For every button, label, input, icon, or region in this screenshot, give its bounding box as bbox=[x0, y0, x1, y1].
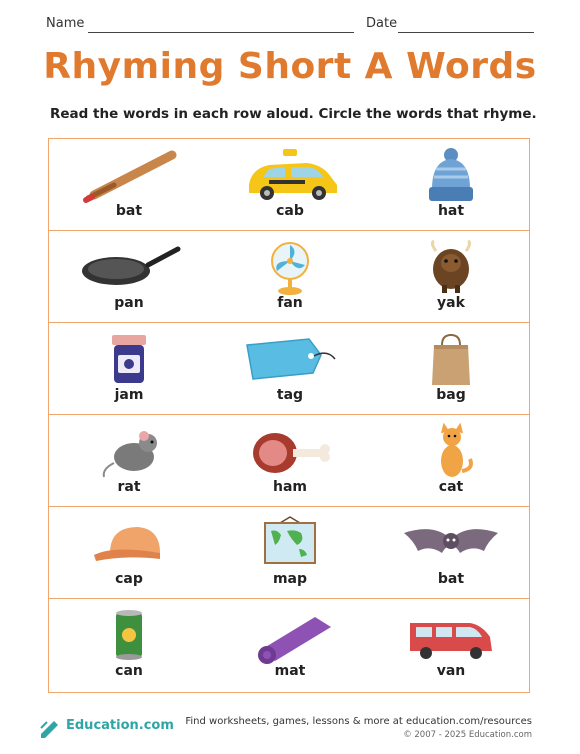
word-cell[interactable] bbox=[49, 599, 209, 691]
jam-jar-icon bbox=[74, 331, 184, 389]
education-logo[interactable] bbox=[38, 716, 174, 742]
instructions: Read the words in each row aloud. Circle the words that rhyme. bbox=[50, 106, 537, 122]
word-cell[interactable] bbox=[49, 139, 209, 231]
word-row bbox=[49, 139, 529, 231]
word-cell[interactable] bbox=[371, 323, 531, 415]
word-label: bat bbox=[437, 571, 465, 587]
word-row bbox=[49, 323, 529, 415]
date-label: Date bbox=[366, 16, 398, 31]
flying-bat-icon bbox=[396, 515, 506, 573]
taxi-cab-icon bbox=[235, 147, 345, 205]
word-label: can bbox=[115, 663, 143, 679]
name-field[interactable] bbox=[88, 32, 354, 33]
word-label: bat bbox=[115, 203, 143, 219]
yak-icon bbox=[396, 239, 506, 297]
word-cell[interactable] bbox=[210, 415, 370, 507]
date-field[interactable] bbox=[398, 32, 534, 33]
word-cell[interactable] bbox=[210, 599, 370, 691]
cat-icon bbox=[396, 423, 506, 481]
world-map-icon bbox=[235, 515, 345, 573]
frying-pan-icon bbox=[74, 239, 184, 297]
word-cell[interactable] bbox=[49, 323, 209, 415]
electric-fan-icon bbox=[235, 239, 345, 297]
footer bbox=[0, 712, 580, 754]
rolled-mat-icon bbox=[235, 607, 345, 665]
word-cell[interactable] bbox=[371, 231, 531, 323]
name-label: Name bbox=[46, 16, 85, 31]
van-icon bbox=[396, 607, 506, 665]
name-date-line bbox=[46, 16, 536, 38]
footer-tagline: Find worksheets, games, lessons & more at education.com/resources bbox=[185, 716, 532, 727]
word-label: cap bbox=[115, 571, 143, 587]
ham-leg-icon bbox=[235, 423, 345, 481]
pencil-logo-icon bbox=[38, 716, 62, 740]
word-cell[interactable] bbox=[371, 415, 531, 507]
word-label: ham bbox=[272, 479, 307, 495]
word-label: cab bbox=[276, 203, 304, 219]
word-label: van bbox=[436, 663, 466, 679]
word-label: pan bbox=[114, 295, 144, 311]
page-title: Rhyming Short A Words bbox=[43, 46, 537, 87]
rat-icon bbox=[74, 423, 184, 481]
word-cell[interactable] bbox=[210, 323, 370, 415]
word-cell[interactable] bbox=[371, 507, 531, 599]
word-label: hat bbox=[437, 203, 465, 219]
footer-copyright: © 2007 - 2025 Education.com bbox=[403, 730, 532, 740]
word-cell[interactable] bbox=[49, 415, 209, 507]
word-cell[interactable] bbox=[49, 507, 209, 599]
word-label: tag bbox=[276, 387, 304, 403]
word-label: fan bbox=[277, 295, 303, 311]
word-grid bbox=[48, 138, 530, 693]
word-label: map bbox=[272, 571, 308, 587]
word-row bbox=[49, 507, 529, 599]
word-label: yak bbox=[437, 295, 465, 311]
word-row bbox=[49, 415, 529, 507]
price-tag-icon bbox=[235, 331, 345, 389]
word-label: bag bbox=[436, 387, 466, 403]
winter-hat-icon bbox=[396, 147, 506, 205]
word-cell[interactable] bbox=[371, 139, 531, 231]
word-cell[interactable] bbox=[49, 231, 209, 323]
paper-bag-icon bbox=[396, 331, 506, 389]
word-label: jam bbox=[114, 387, 144, 403]
word-label: cat bbox=[438, 479, 464, 495]
baseball-bat-icon bbox=[74, 147, 184, 205]
word-cell[interactable] bbox=[210, 507, 370, 599]
brand-name: Education.com bbox=[66, 718, 174, 733]
word-row bbox=[49, 231, 529, 323]
word-cell[interactable] bbox=[210, 231, 370, 323]
tin-can-icon bbox=[74, 607, 184, 665]
word-row bbox=[49, 599, 529, 691]
baseball-cap-icon bbox=[74, 515, 184, 573]
word-label: mat bbox=[274, 663, 306, 679]
word-cell[interactable] bbox=[210, 139, 370, 231]
word-cell[interactable] bbox=[371, 599, 531, 691]
word-label: rat bbox=[117, 479, 141, 495]
